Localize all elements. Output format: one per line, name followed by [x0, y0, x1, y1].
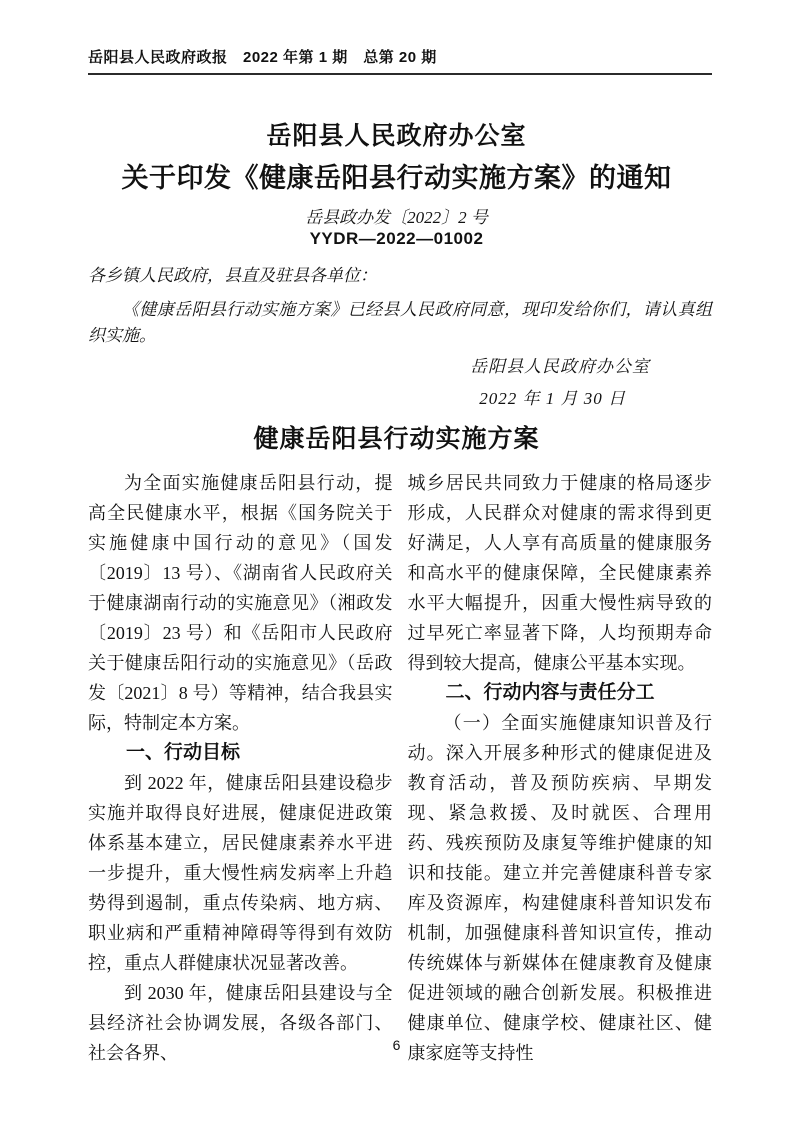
notice-signoff-org: 岳阳县人民政府办公室	[470, 357, 650, 376]
two-column-body	[88, 468, 712, 1068]
page-number: 6	[392, 1037, 401, 1053]
notice-subject-title: 关于印发《健康岳阳县行动实施方案》的通知	[121, 163, 672, 193]
notice-doc-number: 岳县政办发〔2022〕2 号	[305, 208, 488, 227]
notice-salutation: 各乡镇人民政府，县直及驻县各单位：	[88, 266, 377, 285]
notice-doc-code: YYDR—2022—01002	[309, 229, 484, 248]
notice-signoff-date: 2022 年 1 月 30 日	[479, 389, 626, 408]
plan-left-paragraph-1: 为全面实施健康岳阳县行动，提高全民健康水平，根据《国务院关于实施健康中国行动的意见》（国发〔2019〕13 号）、《湖南省人民政府关于健康湖南行动的实施意见》（湘政发〔2019〕23 号）和《岳阳市人民政府关于健康岳阳行动的实施意见》（岳政发〔2021〕8 号）等精神，结合我县实际，特制定本方案。	[88, 473, 393, 733]
plan-right-paragraph-1: 城乡居民共同致力于健康的格局逐步形成，人民群众对健康的需求得到更好满足，人人享有高质量的健康服务和高水平的健康保障，全民健康素养水平大幅提升，因重大慢性病导致的过早死亡率显著下降，人均预期寿命得到较大提高，健康公平基本实现。	[407, 473, 712, 673]
plan-right-paragraph-2: （一）全面实施健康知识普及行动。深入开展多种形式的健康促进及教育活动，普及预防疾病、早期发现、紧急救援、及时就医、合理用药、残疾预防及康复等维护健康的知识和技能。建立并完善健康科普专家库及资源库，构建健康科普知识发布机制，加强健康科普知识宣传，推动传统媒体与新媒体在健康教育及健康促进领域的融合创新发展。积极推进健康单位、健康学校、健康社区、健康家庭等支持性	[407, 713, 712, 1063]
plan-left-paragraph-3: 到 2030 年，健康岳阳县建设与全县经济社会协调发展，各级各部门、社会各界、	[88, 983, 393, 1063]
masthead: 岳阳县人民政府政报 2022 年第 1 期 总第 20 期	[88, 46, 712, 75]
notice-org-title: 岳阳县人民政府办公室	[266, 123, 527, 150]
right-column	[408, 468, 713, 1068]
plan-left-paragraph-2: 到 2022 年，健康岳阳县建设稳步实施并取得良好进展，健康促进政策体系基本建立，居民健康素养水平进一步提升，重大慢性病发病率上升趋势得到遏制，重点传染病、地方病、职业病和严重精神障碍等得到有效防控，重点人群健康状况显著改善。	[88, 773, 393, 973]
plan-section-heading-1: 一、行动目标	[126, 742, 241, 763]
plan-section-heading-2: 二、行动内容与责任分工	[445, 682, 655, 703]
plan-title: 健康岳阳县行动实施方案	[253, 426, 540, 453]
left-column	[88, 468, 393, 1068]
notice-body-paragraph: 《健康岳阳县行动实施方案》已经县人民政府同意，现印发给你们，请认真组织实施。	[88, 300, 712, 346]
